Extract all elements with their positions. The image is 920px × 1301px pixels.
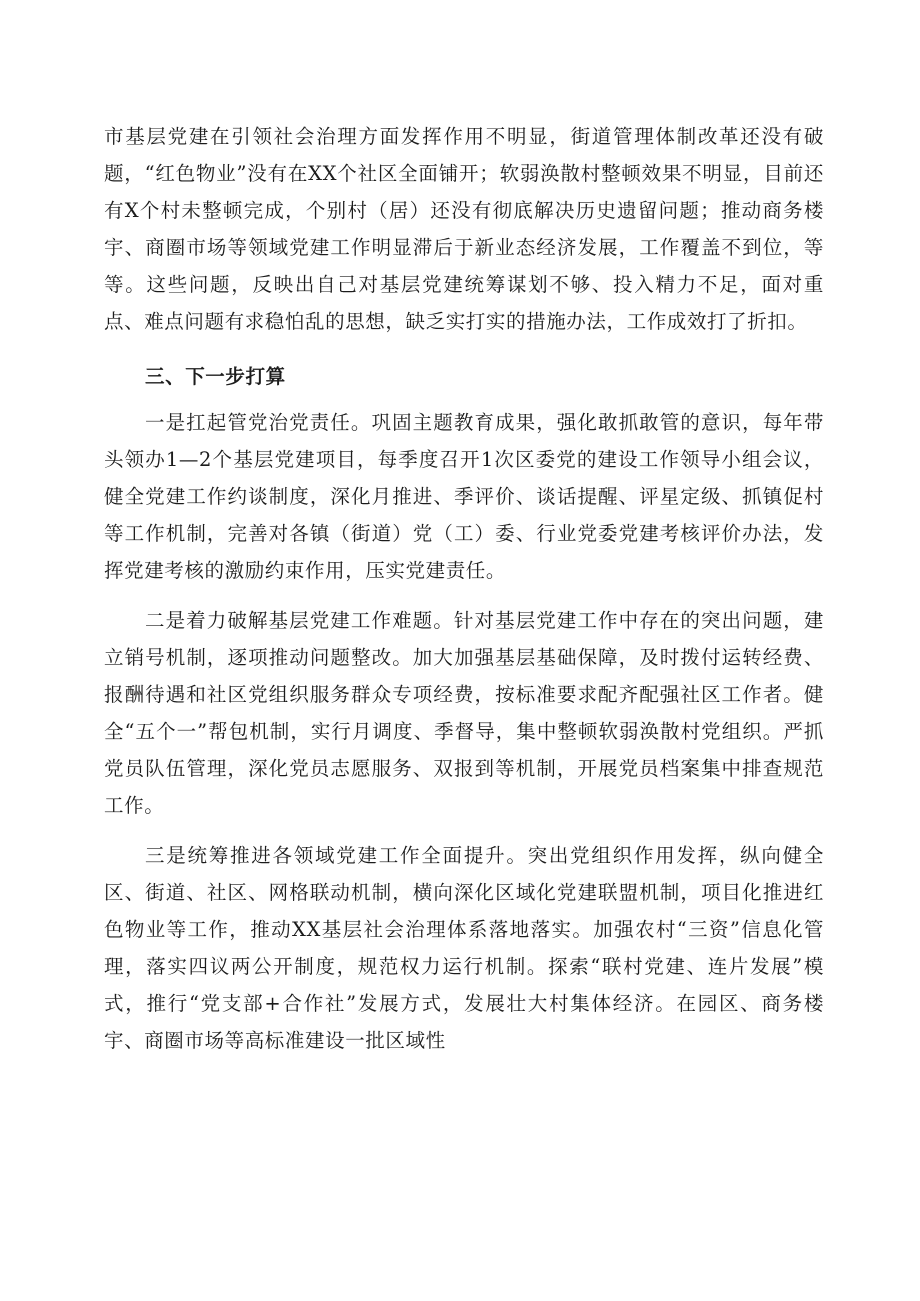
document-body: [104, 118, 824, 1059]
paragraph-item-1: 一是扛起管党治党责任。巩固主题教育成果，强化敢抓敢管的意识，每年带头领办1—2个基层党建项目，每季度召开1次区委党的建设工作领导小组会议，健全党建工作约谈制度，深化月推进、季评价、谈话提醒、评星定级、抓镇促村等工作机制，完善对各镇（街道）党（工）委、行业党委党建考核评价办法，发挥党建考核的激励约束作用，压实党建责任。: [104, 411, 824, 582]
section-heading: 三、下一步打算: [145, 365, 286, 388]
paragraph-item-2: 二是着力破解基层党建工作难题。针对基层党建工作中存在的突出问题，建立销号机制，逐项推动问题整改。加大加强基层基础保障，及时拨付运转经费、报酬待遇和社区党组织服务群众专项经费，按标准要求配齐配强社区工作者。健全“五个一”帮包机制，实行月调度、季督导，集中整顿软弱涣散村党组织。严抓党员队伍管理，深化党员志愿服务、双报到等机制，开展党员档案集中排查规范工作。: [104, 609, 824, 817]
paragraph-continued: 市基层党建在引领社会治理方面发挥作用不明显，街道管理体制改革还没有破题，“红色物业”没有在XX个社区全面铺开；软弱涣散村整顿效果不明显，目前还有X个村未整顿完成，个别村（居）还没有彻底解决历史遗留问题；推动商务楼宇、商圈市场等领域党建工作明显滞后于新业态经济发展，工作覆盖不到位，等等。这些问题，反映出自己对基层党建统筹谋划不够、投入精力不足，面对重点、难点问题有求稳怕乱的思想，缺乏实打实的措施办法，工作成效打了折扣。: [104, 125, 824, 333]
paragraph-item-3: 三是统筹推进各领域党建工作全面提升。突出党组织作用发挥，纵向健全区、街道、社区、网格联动机制，横向深化区域化党建联盟机制，项目化推进红色物业等工作，推动XX基层社会治理体系落地落实。加强农村“三资”信息化管理，落实四议两公开制度，规范权力运行机制。探索“联村党建、连片发展”模式，推行“党支部+合作社”发展方式，发展壮大村集体经济。在园区、商务楼宇、商圈市场等高标准建设一批区域性: [104, 844, 824, 1052]
